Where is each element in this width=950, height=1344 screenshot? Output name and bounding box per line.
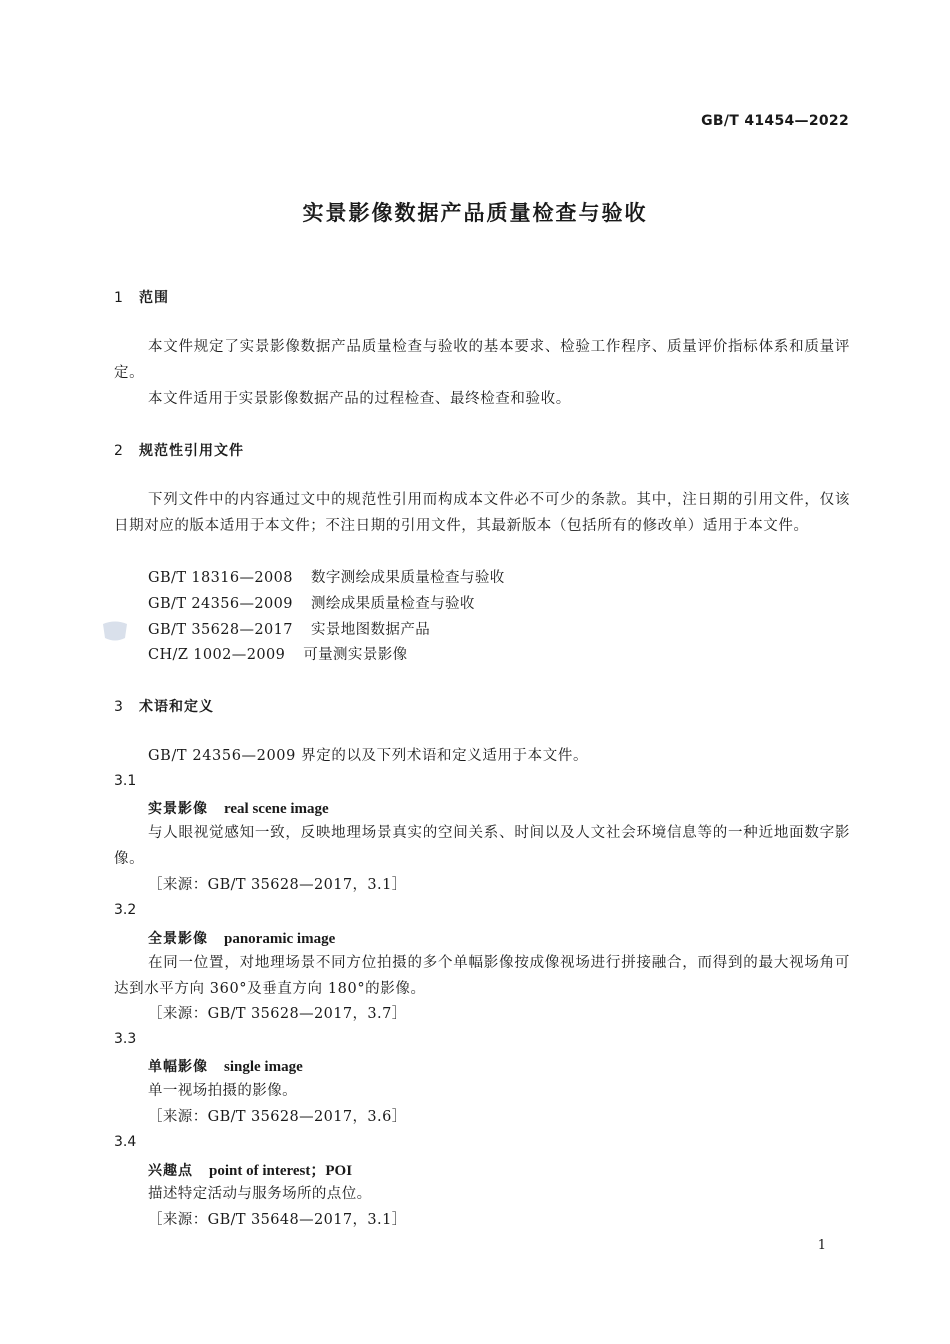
term-title <box>148 928 335 948</box>
term-en: single image <box>224 1059 303 1075</box>
section-1-heading <box>114 287 169 307</box>
reference-code: GB/T 24356—2009 <box>148 596 293 612</box>
term-title <box>148 1056 303 1076</box>
section-2-heading <box>114 440 244 460</box>
reference-name: 数字测绘成果质量检查与验收 <box>310 570 505 586</box>
term-zh: 单幅影像 <box>148 1059 208 1075</box>
term-source: ［来源：GB/T 35628—2017，3.7］ <box>148 1006 407 1022</box>
term-number: 3.3 <box>114 1031 137 1047</box>
section-title: 范围 <box>139 290 169 306</box>
reference-name: 实景地图数据产品 <box>310 622 431 638</box>
page-number: 1 <box>817 1238 826 1253</box>
paragraph: GB/T 24356—2009 界定的以及下列术语和定义适用于本文件。 <box>148 748 589 764</box>
term-zh: 兴趣点 <box>148 1163 193 1179</box>
section-number: 1 <box>114 290 124 306</box>
term-title <box>148 1159 352 1180</box>
document-title: 实景影像数据产品质量检查与验收 <box>302 201 648 225</box>
section-title: 规范性引用文件 <box>139 443 244 459</box>
term-source: ［来源：GB/T 35628—2017，3.1］ <box>148 877 407 893</box>
paragraph: 下列文件中的内容通过文中的规范性引用而构成本文件必不可少的条款。其中，注日期的引用文件，仅该日期对应的版本适用于本文件；不注日期的引用文件，其最新版本（包括所有的修改单）适用于本文件。 <box>114 492 850 534</box>
reference-code: CH/Z 1002—2009 <box>148 647 286 663</box>
term-source: ［来源：GB/T 35628—2017，3.6］ <box>148 1109 407 1125</box>
term-number: 3.1 <box>114 773 137 789</box>
term-number: 3.2 <box>114 902 137 918</box>
reference-item <box>148 617 430 643</box>
term-definition: 在同一位置，对地理场景不同方位拍摄的多个单幅影像按成像视场进行拼接融合，而得到的最大视场角可达到水平方向 360°及垂直方向 180°的影像。 <box>114 955 850 997</box>
paragraph: 本文件规定了实景影像数据产品质量检查与验收的基本要求、检验工作程序、质量评价指标体系和质量评定。 <box>114 339 850 381</box>
reference-item <box>148 642 408 668</box>
term-source: ［来源：GB/T 35648—2017，3.1］ <box>148 1212 407 1228</box>
watermark-logo-icon <box>100 620 130 642</box>
term-en: point of interest；POI <box>209 1163 353 1179</box>
paragraph: 本文件适用于实景影像数据产品的过程检查、最终检查和验收。 <box>148 391 571 407</box>
term-zh: 全景影像 <box>148 931 208 947</box>
term-definition: 描述特定活动与服务场所的点位。 <box>148 1186 372 1202</box>
term-title <box>148 798 329 818</box>
term-zh: 实景影像 <box>148 801 208 817</box>
term-en: panoramic image <box>224 931 336 947</box>
section-number: 3 <box>114 699 124 715</box>
reference-item <box>148 591 475 617</box>
reference-code: GB/T 35628—2017 <box>148 622 293 638</box>
term-number: 3.4 <box>114 1134 137 1150</box>
standard-code: GB/T 41454—2022 <box>701 113 849 129</box>
section-number: 2 <box>114 443 124 459</box>
term-definition: 单一视场拍摄的影像。 <box>148 1083 297 1099</box>
reference-code: GB/T 18316—2008 <box>148 570 293 586</box>
reference-name: 可量测实景影像 <box>303 647 408 663</box>
reference-item <box>148 565 505 591</box>
term-en: real scene image <box>224 801 329 817</box>
reference-name: 测绘成果质量检查与验收 <box>310 596 475 612</box>
section-3-heading <box>114 696 214 716</box>
term-definition: 与人眼视觉感知一致，反映地理场景真实的空间关系、时间以及人文社会环境信息等的一种近地面数字影像。 <box>114 825 850 867</box>
section-title: 术语和定义 <box>139 699 214 715</box>
